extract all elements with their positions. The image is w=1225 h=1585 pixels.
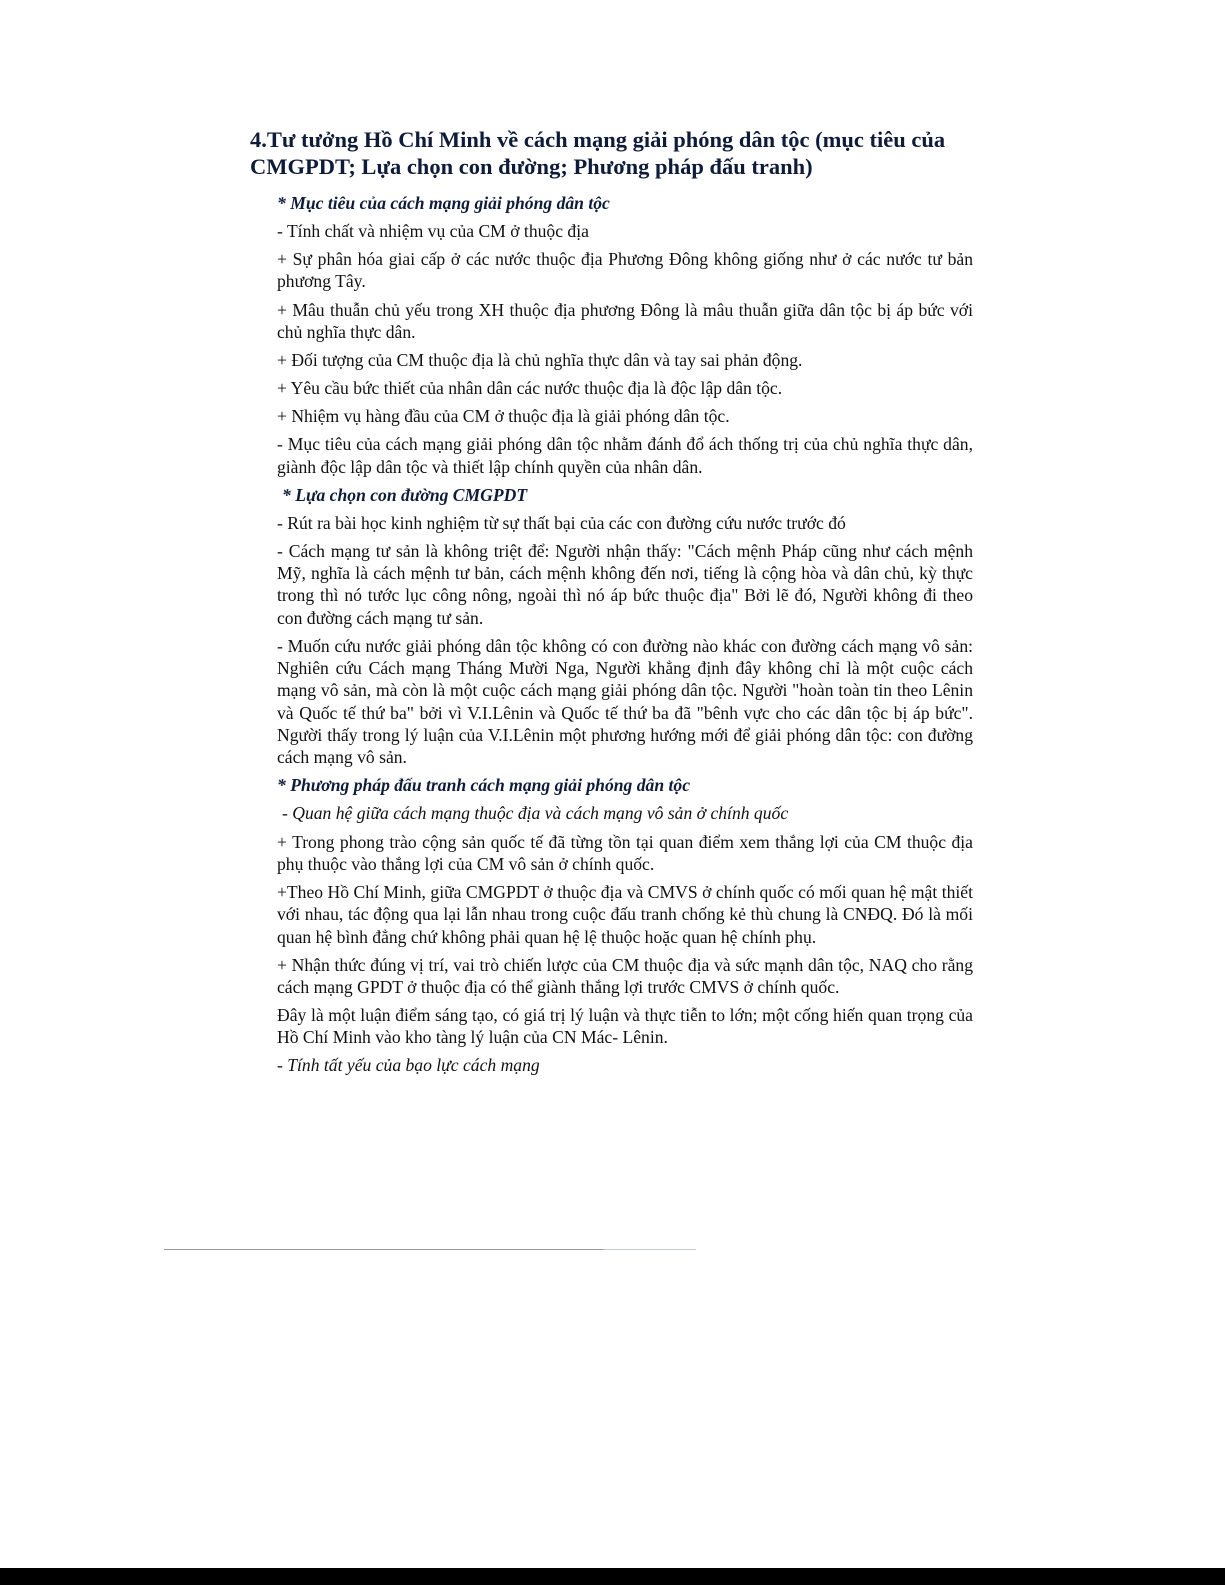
section-heading-path: * Lựa chọn con đường CMGPDT [282, 484, 528, 505]
bottom-edge-bar [0, 1568, 1225, 1585]
paragraph: + Nhận thức đúng vị trí, vai trò chiến lược của CM thuộc địa và sức mạnh dân tộc, NAQ cho rằng cách mạng GPDT ở thuộc địa có thể giành thắng lợi trước CMVS ở chính quốc. [277, 954, 973, 997]
subheading-relationship: - Quan hệ giữa cách mạng thuộc địa và cách mạng vô sản ở chính quốc [282, 803, 789, 824]
footnote-divider-faint [604, 1249, 696, 1250]
paragraph: - Tính chất và nhiệm vụ của CM ở thuộc địa [277, 221, 589, 242]
subheading-violence: - Tính tất yếu của bạo lực cách mạng [277, 1055, 540, 1076]
paragraph: - Cách mạng tư sản là không triệt để: Người nhận thấy: "Cách mệnh Pháp cũng như cách mệnh Mỹ, nghĩa là cách mệnh tư bản, cách mệnh không đến nơi, tiếng là cộng hòa và dân chủ, kỳ thực trong thì nó tước lục công nông, ngoài thì nó áp bức thuộc địa" Bởi lẽ đó, Người không đi theo con đường cách mạng tư sản. [277, 540, 973, 628]
paragraph: Đây là một luận điểm sáng tạo, có giá trị lý luận và thực tiễn to lớn; một cống hiến quan trọng của Hồ Chí Minh vào kho tàng lý luận của CN Mác- Lênin. [277, 1005, 973, 1048]
paragraph: + Nhiệm vụ hàng đầu của CM ở thuộc địa là giải phóng dân tộc. [277, 406, 730, 427]
paragraph: + Mâu thuẫn chủ yếu trong XH thuộc địa phương Đông là mâu thuẫn giữa dân tộc bị áp bức với chủ nghĩa thực dân. [277, 299, 973, 342]
paragraph: - Rút ra bài học kinh nghiệm từ sự thất bại của các con đường cứu nước trước đó [277, 512, 846, 533]
paragraph: + Đối tượng của CM thuộc địa là chủ nghĩa thực dân và tay sai phản động. [277, 349, 803, 370]
paragraph: + Trong phong trào cộng sản quốc tế đã từng tồn tại quan điểm xem thắng lợi của CM thuộc địa phụ thuộc vào thắng lợi của CM vô sản ở chính quốc. [277, 831, 973, 874]
paragraph: - Muốn cứu nước giải phóng dân tộc không có con đường nào khác con đường cách mạng vô sản: Nghiên cứu Cách mạng Tháng Mười Nga, Người khẳng định đây không chỉ là một cuộc cách mạng vô sản, mà còn là một cuộc cách mạng giải phóng dân tộc. Người "hoàn toàn tin theo Lênin và Quốc tế thứ ba" bởi vì V.I.Lênin và Quốc tế thứ ba đã "bênh vực cho các dân tộc bị áp bức". Người thấy trong lý luận của V.I.Lênin một phương hướng mới để giải phóng dân tộc: con đường cách mạng vô sản. [277, 635, 973, 768]
footnote-divider [164, 1249, 604, 1250]
paragraph: + Sự phân hóa giai cấp ở các nước thuộc địa Phương Đông không giống như ở các nước tư bản phương Tây. [277, 249, 973, 292]
section-heading-methods: * Phương pháp đấu tranh cách mạng giải phóng dân tộc [277, 775, 690, 796]
section-heading-goals: * Mục tiêu của cách mạng giải phóng dân tộc [277, 193, 610, 213]
document-body [277, 192, 973, 1083]
document-title: 4.Tư tưởng Hồ Chí Minh về cách mạng giải phóng dân tộc (mục tiêu của CMGPDT; Lựa chọn con đường; Phương pháp đấu tranh) [250, 127, 946, 179]
paragraph: + Yêu cầu bức thiết của nhân dân các nước thuộc địa là độc lập dân tộc. [277, 378, 783, 399]
paragraph: +Theo Hồ Chí Minh, giữa CMGPDT ở thuộc địa và CMVS ở chính quốc có mối quan hệ mật thiết với nhau, tác động qua lại lẫn nhau trong cuộc đấu tranh chống kẻ thù chung là CNĐQ. Đó là mối quan hệ bình đẳng chứ không phải quan hệ lệ thuộc hoặc quan hệ chính phụ. [277, 881, 973, 947]
paragraph: - Mục tiêu của cách mạng giải phóng dân tộc nhằm đánh đổ ách thống trị của chủ nghĩa thực dân, giành độc lập dân tộc và thiết lập chính quyền của nhân dân. [277, 434, 973, 477]
